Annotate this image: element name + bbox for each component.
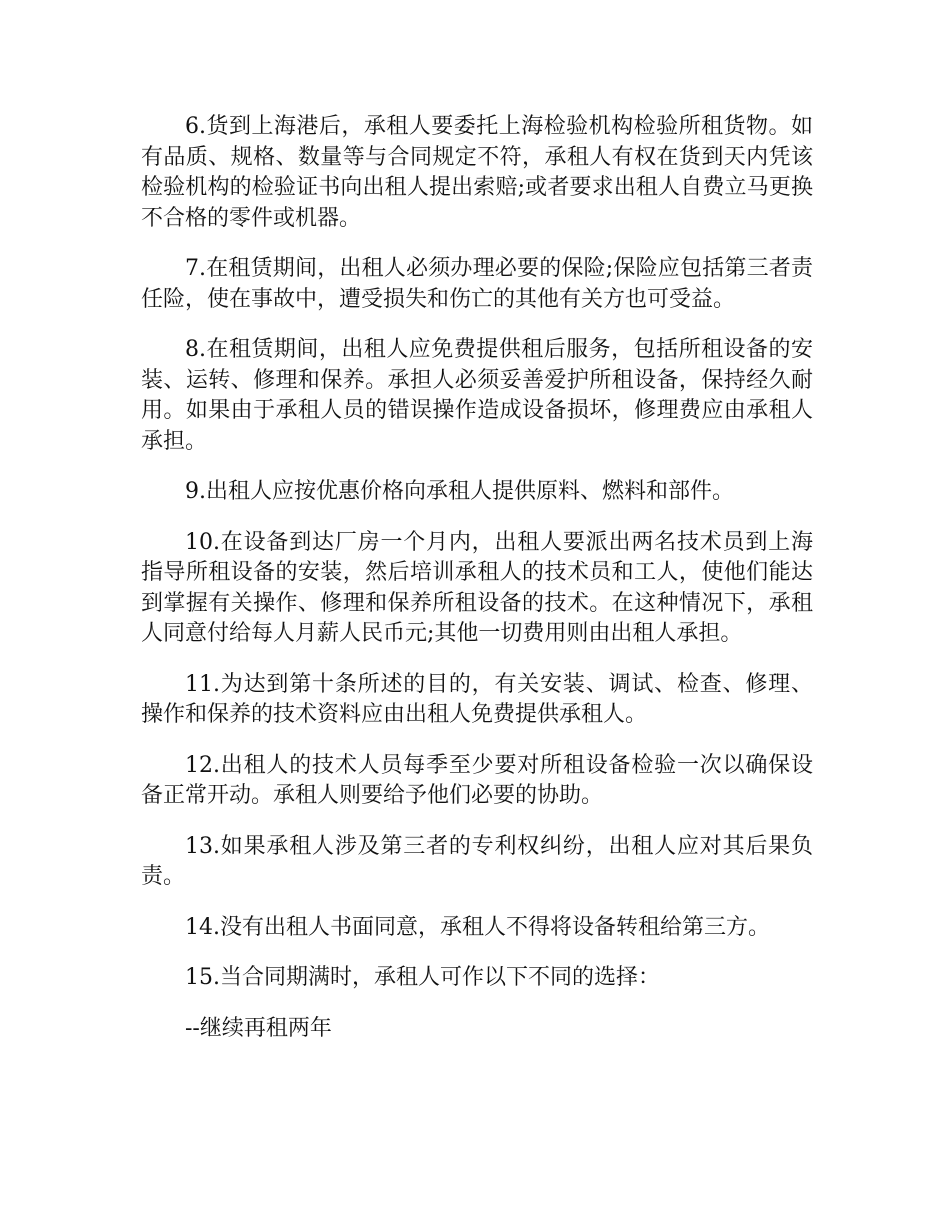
- clause-9: 9.出租人应按优惠价格向承租人提供原料、燃料和部件。: [185, 479, 734, 504]
- document-body: [141, 112, 813, 1064]
- clause-15: 15.当合同期满时，承租人可作以下不同的选择：: [185, 965, 660, 990]
- clause-14: 14.没有出租人书面同意，承租人不得将设备转租给第三方。: [185, 914, 770, 940]
- clause-13: 13.如果承租人涉及第三者的专利权纠纷，出租人应对其后果负责。: [141, 833, 813, 889]
- clause-10: 10.在设备到达厂房一个月内，出租人要派出两名技术员到上海指导所租设备的安装，然后培训承租人的技术员和工人，使他们能达到掌握有关操作、修理和保养所租设备的技术。在这种情况下，承租人同意付给每人月薪人民币元;其他一切费用则由出租人承担。: [141, 529, 813, 646]
- option-renew: --继续再租两年: [185, 1015, 332, 1041]
- clause-11: 11.为达到第十条所述的目的，有关安装、调试、检查、修理、操作和保养的技术资料应由出租人免费提供承租人。: [141, 671, 813, 727]
- clause-7: 7.在租赁期间，出租人必须办理必要的保险;保险应包括第三者责任险，使在事故中，遭受损失和伤亡的其他有关方也可受益。: [141, 256, 813, 312]
- clause-12: 12.出租人的技术人员每季至少要对所租设备检验一次以确保设备正常开动。承租人则要给予他们必要的协助。: [141, 752, 813, 808]
- clause-6: 6.货到上海港后，承租人要委托上海检验机构检验所租货物。如有品质、规格、数量等与合同规定不符，承租人有权在货到天内凭该检验机构的检验证书向出租人提出索赔;或者要求出租人自费立马更换不合格的零件或机器。: [141, 114, 813, 231]
- clause-8: 8.在租赁期间，出租人应免费提供租后服务，包括所租设备的安装、运转、修理和保养。承担人必须妥善爱护所租设备，保持经久耐用。如果由于承租人员的错误操作造成设备损坏，修理费应由承租人承担。: [141, 337, 813, 454]
